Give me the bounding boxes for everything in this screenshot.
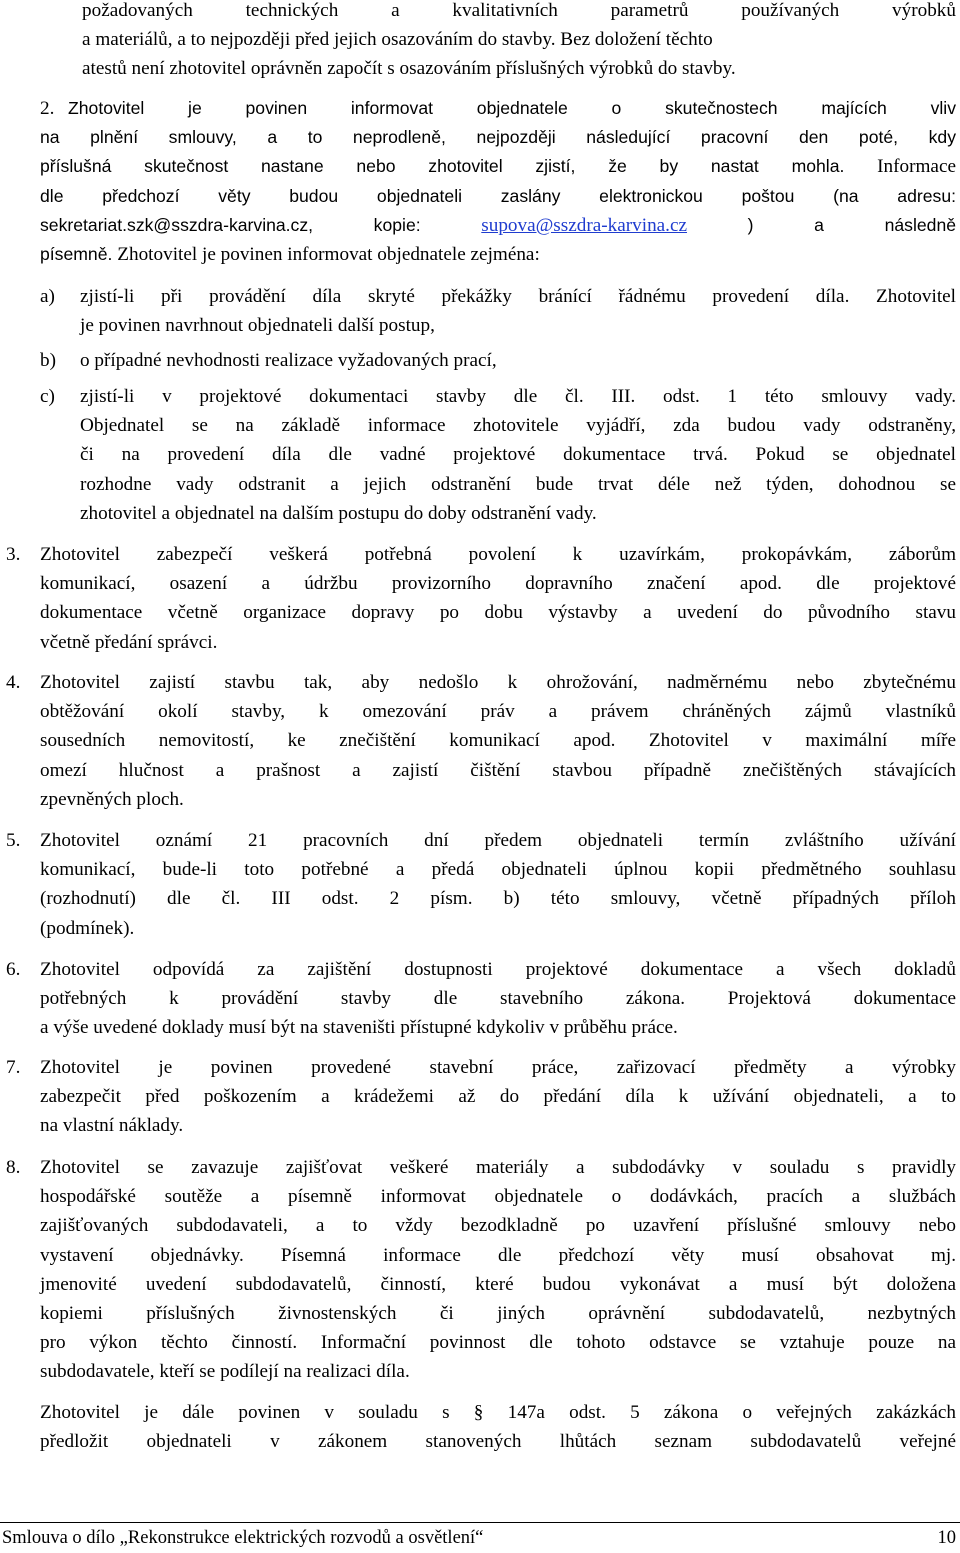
clause-line: zpevněných ploch. xyxy=(40,788,184,810)
intro-line: a materiálů, a to nejpozději před jejich osazováním do stavby. Bez doložení těchto xyxy=(82,29,713,51)
clause-line: hospodářské soutěže a písemně informovat objednatele o dodávkách, pracích a službách xyxy=(40,1186,956,1208)
clause-number: 5. xyxy=(6,830,21,851)
clause-number: 8. xyxy=(6,1157,21,1178)
clause-line: zabezpečit před poškozením a krádežemi až do předání díla k užívání objednateli, a to xyxy=(40,1086,956,1108)
clause-line: (rozhodnutí) dle čl. III odst. 2 písm. b) této smlouvy, včetně případných příloh xyxy=(40,888,956,910)
clause-number: 3. xyxy=(6,544,21,565)
clause-line: sekretariat.szk@sszdra-karvina.cz, kopie: supova@sszdra-karvina.cz ) a následně xyxy=(40,214,957,236)
clause-line: Zhotovitel je povinen provedené stavební práce, zařizovací předměty a výrobky xyxy=(40,1057,956,1078)
clause-line: jmenovité uvedení subdodavatelů, činností, které budou vykonávat a musí být doložena xyxy=(40,1273,956,1295)
clause-line: Zhotovitel zajistí stavbu tak, aby nedošlo k ohrožování, nadměrnému nebo zbytečnému xyxy=(40,672,956,693)
clause-line: Zhotovitel odpovídá za zajištění dostupnosti projektové dokumentace a všech dokladů xyxy=(40,959,956,980)
clause-number: 6. xyxy=(6,959,21,980)
footer-divider xyxy=(0,1522,960,1523)
clause-line: zajišťovaných subdodavateli, a to vždy bezodkladně po uzavření příslušné smlouvy nebo xyxy=(40,1215,956,1237)
subitem-line: rozhodne vady odstranit a jejich odstranění bude trvat déle než týden, dohodnou se xyxy=(80,473,956,495)
clause-line: Zhotovitel je povinen informovat objednatele o skutečnostech majících vliv xyxy=(68,98,956,118)
clause-line: a výše uvedené doklady musí být na staveništi přístupné kdykoliv v průběhu práce. xyxy=(40,1017,678,1039)
intro-line: atestů není zhotovitel oprávněn započít s osazováním příslušných výrobků do stavby. xyxy=(82,58,736,80)
clause-line: písemně. Zhotovitel je povinen informovat objednatele zejména: xyxy=(40,243,540,265)
clause-line: kopiemi příslušných živnostenských či jiných oprávnění subdodavatelů, nezbytných xyxy=(40,1302,956,1324)
clause-line: komunikací, bude-li toto potřebné a předá objednateli úplnou kopii předmětného souhlasu xyxy=(40,859,956,881)
clause-line: vystavení objednávky. Písemná informace dle předchozí věty musí obsahovat mj. xyxy=(40,1244,956,1266)
clause-line: sousedních nemovitostí, ke znečištění komunikací apod. Zhotovitel v maximální míře xyxy=(40,730,956,752)
intro-paragraph xyxy=(82,0,956,84)
footer-title: Smlouva o dílo „Rekonstrukce elektrických rozvodů a osvětlení“ xyxy=(2,1528,484,1548)
informace-word: Informace xyxy=(877,156,956,178)
page-footer xyxy=(0,1527,960,1549)
subitem-letter: a) xyxy=(40,286,55,307)
clause-line: (podmínek). xyxy=(40,917,135,939)
clause-number: 4. xyxy=(6,672,21,693)
clause-line: omezí hlučnost a prašnost a zajistí čištění stavbou případně znečištěných stávajících xyxy=(40,759,956,781)
clause-line: Zhotovitel oznámí 21 pracovních dní předem objednateli termín zvláštního užívání xyxy=(40,830,956,851)
clause-line: na vlastní náklady. xyxy=(40,1115,184,1137)
clause-line: Zhotovitel se zavazuje zajišťovat veškeré materiály a subdodávky v souladu s pravidly xyxy=(40,1157,956,1178)
subitem-line: či na provedení díla dle vadné projektové dokumentace trvá. Pokud se objednatel xyxy=(80,444,956,466)
page-number: 10 xyxy=(937,1528,956,1548)
clause-line: dle předchozí věty budou objednateli zaslány elektronickou poštou (na adresu: xyxy=(40,185,956,206)
closing-paragraph xyxy=(40,1398,956,1456)
subitem-line: Objednatel se na základě informace zhotovitele vyjádří, zda budou vady odstraněny, xyxy=(80,415,956,437)
subitem-line: o případné nevhodnosti realizace vyžadovaných prací, xyxy=(80,350,497,371)
intro-line: požadovaných technických a kvalitativních parametrů používaných výrobků xyxy=(82,0,956,21)
closing-line: předložit objednateli v zákonem stanovených lhůtách seznam subdodavatelů veřejné xyxy=(40,1431,956,1453)
subitem-line: zjistí-li v projektové dokumentaci stavby dle čl. III. odst. 1 této smlouvy vady. xyxy=(80,386,956,407)
clause-line: Zhotovitel zabezpečí veškerá potřebná povolení k uzavírkám, prokopávkám, záborům xyxy=(40,544,956,565)
clause-line: obtěžování okolí stavby, k omezování práv a právem chráněných zájmů vlastníků xyxy=(40,701,956,723)
clause-line: pro výkon těchto činností. Informační povinnost dle tohoto odstavce se vztahuje pouze na xyxy=(40,1332,956,1354)
subitem-letter: b) xyxy=(40,350,56,371)
clause-number: 2. xyxy=(40,98,55,119)
closing-line: Zhotovitel je dále povinen v souladu s § 147a odst. 5 zákona o veřejných zakázkách xyxy=(40,1402,956,1423)
clause-line: na plnění smlouvy, a to neprodleně, nejpozději následující pracovní den poté, kdy xyxy=(40,127,956,148)
subitem-line: zjistí-li při provádění díla skryté překážky bránící řádnému provedení díla. Zhotovitel xyxy=(80,286,956,307)
clause-line: komunikací, osazení a údržbu provizorního dopravního značení apod. dle projektové xyxy=(40,573,956,595)
clause-line: potřebných k provádění stavby dle stavebního zákona. Projektová dokumentace xyxy=(40,988,956,1010)
email-link[interactable]: supova@sszdra-karvina.cz xyxy=(481,214,688,236)
subitem-letter: c) xyxy=(40,386,55,407)
clause-number: 7. xyxy=(6,1057,21,1078)
subitem-line: zhotovitel a objednatel na dalším postupu do doby odstranění vady. xyxy=(80,502,597,524)
clause-line: včetně předání správci. xyxy=(40,631,218,653)
clause-line: příslušná skutečnost nastane nebo zhotovitel zjistí, že by nastat mohla. Informace xyxy=(40,156,956,178)
subitem-line: je povinen navrhnout objednateli další postup, xyxy=(80,315,435,337)
clause-line: subdodavatele, kteří se podílejí na realizaci díla. xyxy=(40,1361,410,1383)
clause-line: dokumentace včetně organizace dopravy po dobu výstavby a uvedení do původního stavu xyxy=(40,602,956,624)
